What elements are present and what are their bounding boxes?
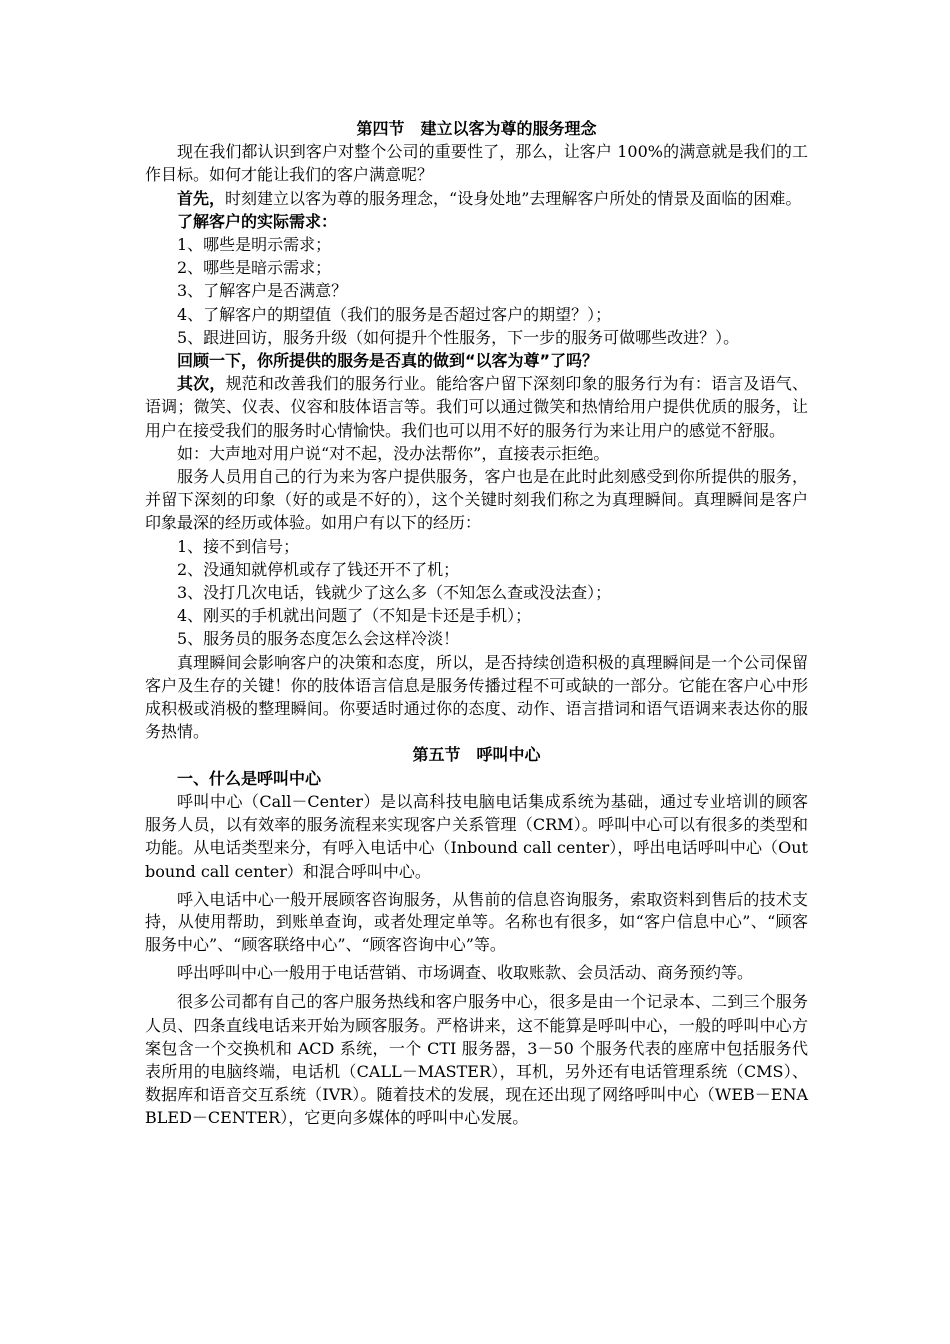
call-center-setup-paragraph: 很多公司都有自己的客户服务热线和客户服务中心，很多是由一个记录本、二到三个服务人员、四条直线电话来开始为顾客服务。严格讲来，这不能算是呼叫中心，一般的呼叫中心方案包含一个交换机和 ACD 系统，一个 CTI 服务器，3－50 个服务代表的座席中包括服务代表所用的电脑终端，电话机（CALL－MASTER），耳机，另外还有电话管理系统（CMS）、数据库和语音交互系统（IVR）。随着技术的发展，现在还出现了网络呼叫中心（WEB－ENABLED－CENTER），它更向多媒体的呼叫中心发展。: [145, 992, 808, 1128]
first-point-lead: 首先，: [177, 188, 226, 208]
needs-title: 了解客户的实际需求：: [177, 211, 338, 231]
section4-title: 第四节 建立以客为尊的服务理念: [356, 119, 597, 138]
experience-item-1: 1、接不到信号；: [177, 536, 300, 556]
outbound-paragraph: 呼出呼叫中心一般用于电话营销、市场调查、收取账款、会员活动、商务预约等。: [177, 962, 754, 982]
section4-intro: 现在我们都认识到客户对整个公司的重要性了，那么，让客户 100%的满意就是我们的工作目标。如何才能让我们的客户满意呢？: [145, 142, 808, 185]
section4-first-point: [145, 187, 808, 210]
review-question: 回顾一下，你所提供的服务是否真的做到“以客为尊”了吗？: [177, 351, 599, 371]
section5-subheading: 一、什么是呼叫中心: [177, 768, 322, 788]
need-item-1: 1、哪些是明示需求；: [177, 235, 332, 255]
example-paragraph: 如：大声地对用户说“对不起，没办法帮你”，直接表示拒绝。: [177, 443, 610, 463]
section4-second-point: [145, 372, 808, 442]
document-page: [145, 117, 808, 1130]
experience-item-2: 2、没通知就停机或存了钱还开不了机；: [177, 559, 460, 579]
first-point-text: 时刻建立以客为尊的服务理念，“设身处地”去理解客户所处的情景及面临的困难。: [225, 188, 802, 208]
call-center-definition: 呼叫中心（Call－Center）是以高科技电脑电话集成系统为基础，通过专业培训的顾客服务人员，以有效率的服务流程来实现客户关系管理（CRM）。呼叫中心可以有很多的类型和功能。从电话类型来分，有呼入电话中心（Inbound call center），呼出电话呼叫中心（Outbound call center）和混合呼叫中心。: [145, 791, 808, 881]
experience-item-3: 3、没打几次电话，钱就少了这么多（不知怎么查或没法查）；: [177, 583, 612, 603]
second-point-lead: 其次，: [177, 374, 226, 394]
second-point-text: 规范和改善我们的服务行业。能给客户留下深刻印象的服务行为有：语言及语气、语调；微笑、仪表、仪容和肢体语言等。我们可以通过微笑和热情给用户提供优质的服务，让用户在接受我们的服务时心情愉快。我们也可以用不好的服务行为来让用户的感觉不舒服。: [145, 374, 808, 440]
section4-closing: 真理瞬间会影响客户的决策和态度，所以，是否持续创造积极的真理瞬间是一个公司保留客户及生存的关键！你的肢体语言信息是服务传播过程不可或缺的一部分。它能在客户心中形成积极或消极的整理瞬间。你要适时通过你的态度、动作、语言措词和语气语调来表达你的服务热情。: [145, 652, 808, 742]
need-item-5: 5、跟进回访，服务升级（如何提升个性服务，下一步的服务可做哪些改进？）。: [177, 327, 740, 347]
need-item-4: 4、了解客户的期望值（我们的服务是否超过客户的期望？）；: [177, 304, 612, 324]
section5-title: 第五节 呼叫中心: [412, 745, 541, 765]
need-item-3: 3、了解客户是否满意？: [177, 281, 348, 301]
experience-item-5: 5、服务员的服务态度怎么会这样冷淡！: [177, 629, 460, 649]
moment-of-truth-paragraph: 服务人员用自己的行为来为客户提供服务，客户也是在此时此刻感受到你所提供的服务，并留下深刻的印象（好的或是不好的），这个关键时刻我们称之为真理瞬间。真理瞬间是客户印象最深的经历或体验。如用户有以下的经历：: [145, 467, 808, 533]
experience-item-4: 4、刚买的手机就出问题了（不知是卡还是手机）；: [177, 606, 532, 626]
need-item-2: 2、哪些是暗示需求；: [177, 258, 332, 278]
inbound-paragraph: 呼入电话中心一般开展顾客咨询服务，从售前的信息咨询服务，索取资料到售后的技术支持，从使用帮助，到账单查询，或者处理定单等。名称也有很多，如“客户信息中心”、“顾客服务中心”、“顾客联络中心”、“顾客咨询中心”等。: [145, 889, 808, 954]
